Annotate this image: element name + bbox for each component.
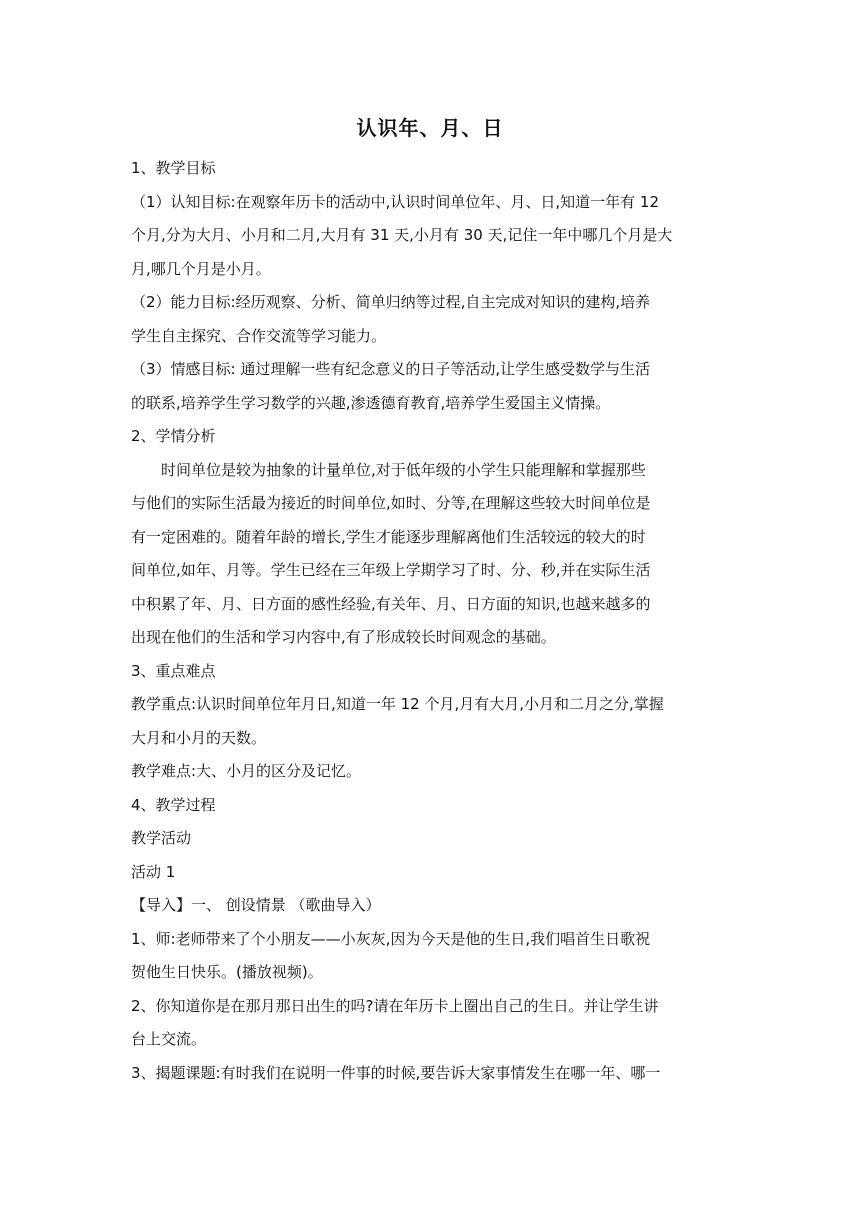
section-heading: 1、教学目标 <box>131 159 216 177</box>
paragraph-line: （3）情感目标: 通过理解一些有纪念意义的日子等活动,让学生感受数学与生活 <box>131 360 651 378</box>
paragraph-line: 2、你知道你是在那月那日出生的吗?请在年历卡上圈出自己的生日。并让学生讲 <box>131 996 659 1015</box>
paragraph-line: 3、揭题课题:有时我们在说明一件事的时候,要告诉大家事情发生在哪一年、哪一 <box>131 1063 661 1082</box>
paragraph-line: 学生自主探究、合作交流等学习能力。 <box>131 326 387 345</box>
paragraph-line: 【导入】一、 创设情景 （歌曲导入） <box>131 896 381 914</box>
paragraph-line: 有一定困难的。随着年龄的增长,学生才能逐步理解离他们生活较远的较大的时 <box>131 527 646 546</box>
document-body <box>131 152 731 1090</box>
paragraph-line: （1）认知目标:在观察年历卡的活动中,认识时间单位年、月、日,知道一年有 12 <box>131 192 659 211</box>
paragraph-line: 月,哪几个月是小月。 <box>131 259 271 278</box>
paragraph-line: （2）能力目标:经历观察、分析、简单归纳等过程,自主完成对知识的建构,培养 <box>131 293 651 311</box>
document-title: 认识年、月、日 <box>356 116 504 140</box>
paragraph-line: 与他们的实际生活最为接近的时间单位,如时、分等,在理解这些较大时间单位是 <box>131 494 651 512</box>
paragraph-line: 大月和小月的天数。 <box>131 728 267 747</box>
paragraph-line: 台上交流。 <box>131 1030 207 1048</box>
paragraph-line: 活动 1 <box>131 862 176 881</box>
paragraph-line: 贺他生日快乐。(播放视频)。 <box>131 963 323 981</box>
paragraph-line: 出现在他们的生活和学习内容中,有了形成较长时间观念的基础。 <box>131 628 556 646</box>
paragraph-line: 中积累了年、月、日方面的感性经验,有关年、月、日方面的知识,也越来越多的 <box>131 594 651 613</box>
section-heading: 2、学情分析 <box>131 427 216 445</box>
paragraph-line: 1、师:老师带来了个小朋友——小灰灰,因为今天是他的生日,我们唱首生日歌祝 <box>131 929 651 948</box>
paragraph-line: 教学活动 <box>131 829 192 847</box>
paragraph-line: 教学难点:大、小月的区分及记忆。 <box>131 762 362 780</box>
section-heading: 4、教学过程 <box>131 795 216 814</box>
paragraph-line: 时间单位是较为抽象的计量单位,对于低年级的小学生只能理解和掌握那些 <box>161 460 646 479</box>
paragraph-line: 的联系,培养学生学习数学的兴趣,渗透德育教育,培养学生爱国主义情操。 <box>131 393 611 412</box>
paragraph-line: 教学重点:认识时间单位年月日,知道一年 12 个月,月有大月,小月和二月之分,掌握 <box>131 695 664 713</box>
section-heading: 3、重点难点 <box>131 661 216 680</box>
paragraph-line: 间单位,如年、月等。学生已经在三年级上学期学习了时、分、秒,并在实际生活 <box>131 561 651 579</box>
paragraph-line: 个月,分为大月、小月和二月,大月有 31 天,小月有 30 天,记住一年中哪几个月是大 <box>131 226 673 244</box>
